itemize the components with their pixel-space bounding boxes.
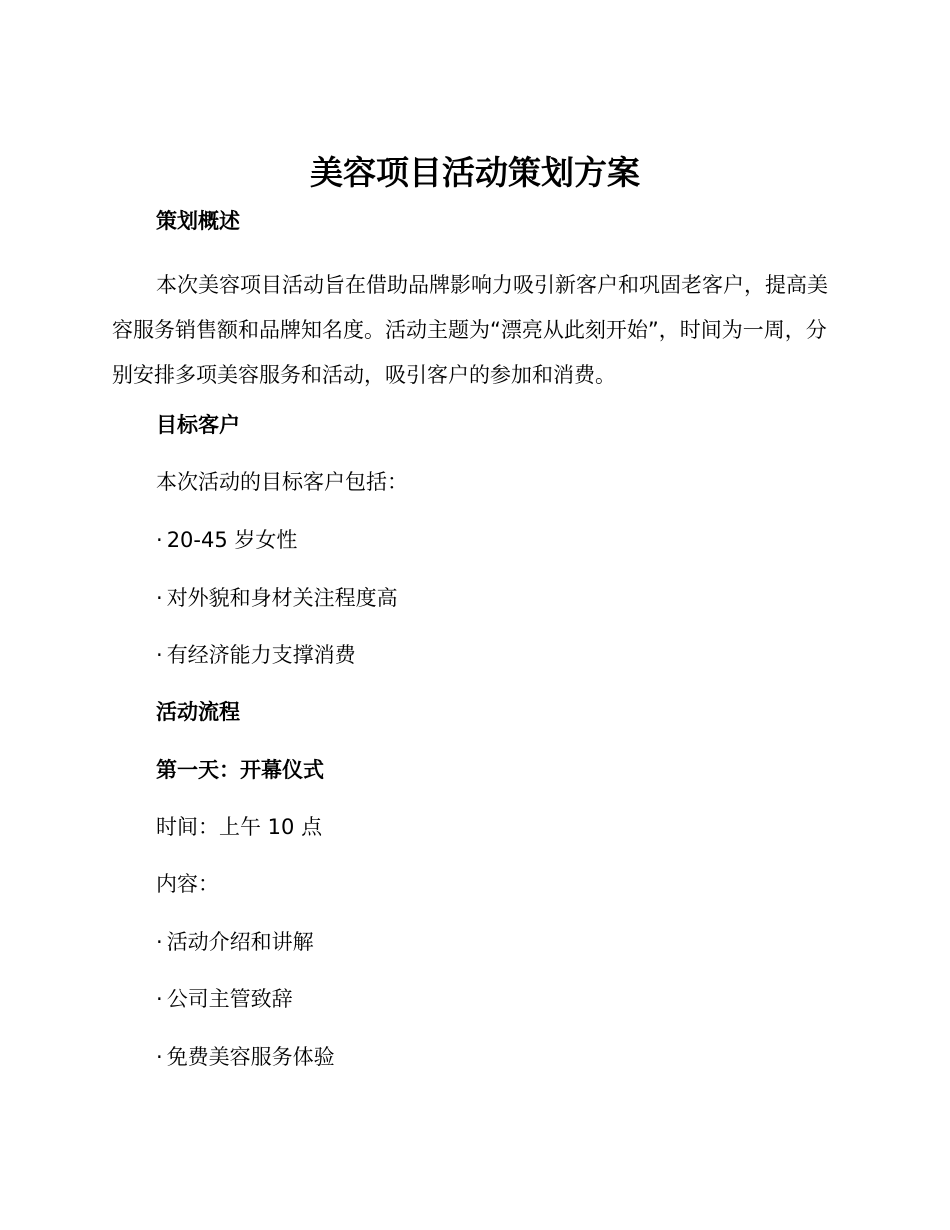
list-item-text: 活动介绍和讲解 <box>166 930 314 954</box>
bullet-icon: · <box>156 987 163 1011</box>
list-item-text: 对外貌和身材关注程度高 <box>166 586 398 610</box>
section-heading-process: 活动流程 <box>156 700 240 724</box>
subsection-heading-day1: 第一天：开幕仪式 <box>156 758 324 782</box>
list-item-text: 有经济能力支撑消费 <box>166 643 356 667</box>
day1-time: 时间：上午 10 点 <box>156 815 323 839</box>
bullet-icon: · <box>156 528 163 552</box>
bullet-icon: · <box>156 586 163 610</box>
list-item-text: 公司主管致辞 <box>166 987 293 1011</box>
section-heading-target: 目标客户 <box>156 413 240 437</box>
list-item <box>156 1042 335 1072</box>
list-item <box>156 984 293 1014</box>
list-item-text: 20-45 岁女性 <box>166 528 298 552</box>
bullet-icon: · <box>156 1045 163 1069</box>
list-item <box>156 525 297 555</box>
list-item <box>156 583 398 613</box>
bullet-icon: · <box>156 930 163 954</box>
target-intro: 本次活动的目标客户包括： <box>156 470 408 494</box>
list-item <box>156 640 356 670</box>
document-title: 美容项目活动策划方案 <box>310 153 640 192</box>
bullet-icon: · <box>156 643 163 667</box>
list-item-text: 免费美容服务体验 <box>166 1045 335 1069</box>
day1-content-label: 内容： <box>156 872 219 896</box>
list-item <box>156 927 314 957</box>
section-heading-overview: 策划概述 <box>156 209 240 233</box>
overview-paragraph: 本次美容项目活动旨在借助品牌影响力吸引新客户和巩固老客户，提高美容服务销售额和品牌知名度。活动主题为“漂亮从此刻开始”，时间为一周，分别安排多项美容服务和活动，吸引客户的参加和消费。 <box>112 273 828 387</box>
